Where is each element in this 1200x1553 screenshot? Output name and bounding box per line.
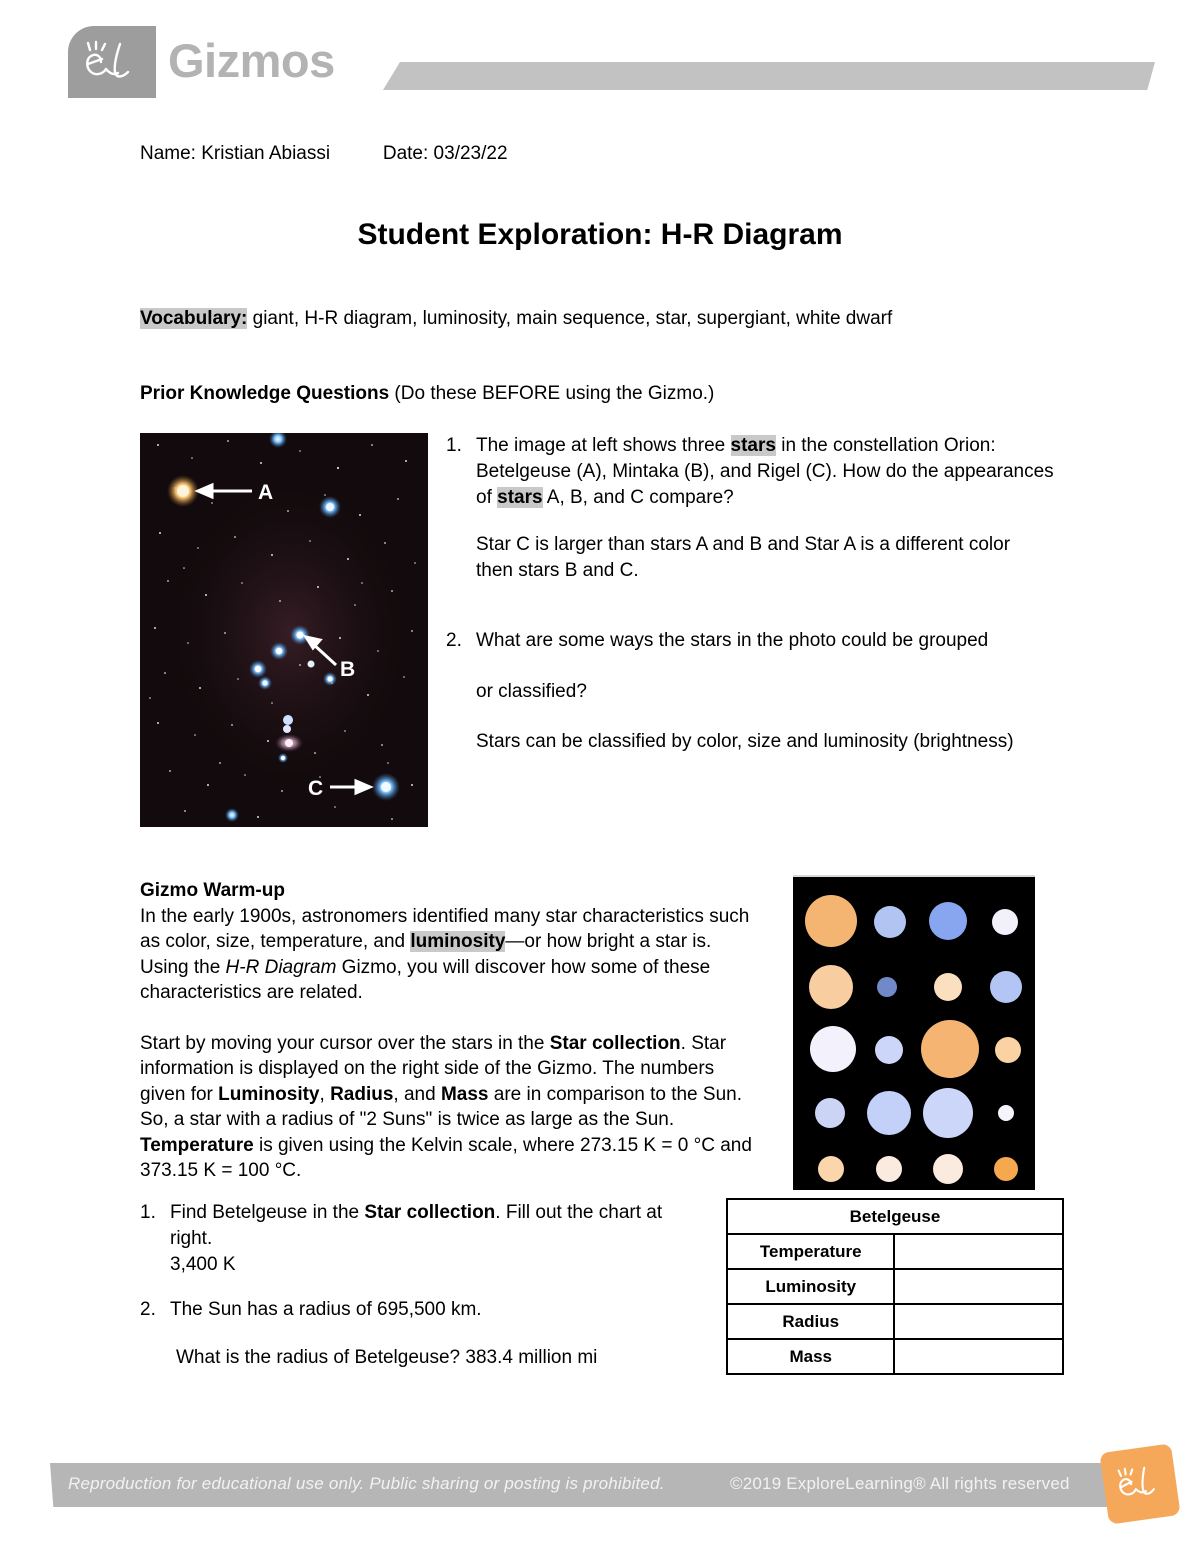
star-collection-star[interactable]: [867, 1091, 911, 1135]
star-collection-star[interactable]: [809, 965, 853, 1009]
warmup-bold-mass: Mass: [440, 1083, 489, 1105]
table-cell-label: Luminosity: [727, 1269, 894, 1304]
b1-bold-star-collection: Star collection: [364, 1202, 496, 1223]
star-collection-star[interactable]: [998, 1105, 1014, 1121]
table-row: [727, 1304, 1063, 1339]
q1-text-a: The image at left shows three: [476, 435, 731, 456]
prior-question-2-number: 2.: [446, 630, 462, 651]
prior-question-1-number: 1.: [446, 435, 462, 456]
orion-sky-svg: [140, 433, 428, 827]
star-collection-star[interactable]: [923, 1088, 973, 1138]
bottom-question-2-text: The Sun has a radius of 695,500 km.: [170, 1299, 482, 1320]
star-collection-star[interactable]: [992, 909, 1018, 935]
b1-text-b: . Fill out the chart at right.: [170, 1202, 663, 1249]
warmup-p2-e: are in comparison to the Sun. So, a star with a radius of "2 Suns" is twice as large as the Sun.: [140, 1083, 742, 1130]
star-collection-star[interactable]: [929, 902, 967, 940]
star-collection-star[interactable]: [994, 1157, 1018, 1181]
warmup-bold-luminosity: Luminosity: [218, 1083, 320, 1105]
gizmos-logo-tile: [68, 26, 156, 98]
warmup-highlight-luminosity: luminosity: [410, 931, 506, 952]
bottom-question-2-number: 2.: [140, 1299, 156, 1320]
table-row: [727, 1269, 1063, 1304]
star-collection-star[interactable]: [876, 1156, 902, 1182]
warmup-p2-b: . Star information is displayed on the right side of the Gizmo. The numbers given for: [140, 1032, 727, 1105]
star-collection-star[interactable]: [934, 973, 962, 1001]
gizmo-warmup-section: [140, 878, 760, 1184]
warmup-p2-a: Start by moving your cursor over the stars in the: [140, 1032, 550, 1054]
vocabulary-label: Vocabulary:: [140, 308, 248, 329]
q1-highlight-stars-1: stars: [730, 435, 776, 456]
star-collection-star[interactable]: [995, 1037, 1021, 1063]
star-collection-star[interactable]: [810, 1026, 856, 1072]
star-collection-star[interactable]: [990, 971, 1022, 1003]
prior-question-1-text: [476, 433, 1066, 511]
orion-label-a: A: [258, 481, 274, 504]
prior-question-2-text-line2: or classified?: [476, 681, 587, 702]
table-cell-label: Temperature: [727, 1234, 894, 1269]
table-cell-label: Mass: [727, 1339, 894, 1374]
gizmo-warmup-heading: Gizmo Warm-up: [140, 880, 285, 901]
el-script-logo-icon: [1107, 1450, 1173, 1516]
star-collection-star[interactable]: [933, 1154, 963, 1184]
q1-highlight-stars-2: stars: [497, 487, 543, 508]
gizmo-warmup-paragraph-1: [140, 904, 760, 1006]
table-cell-value[interactable]: [894, 1339, 1063, 1374]
prior-question-2-text: What are some ways the stars in the photo could be grouped: [476, 630, 989, 651]
warmup-p1-c: Gizmo, you will discover how some of these characteristics are related.: [140, 956, 711, 1003]
warmup-p1-b: —or how bright a star is. Using the: [140, 931, 712, 978]
header-accent-bar: [383, 62, 1155, 90]
bottom-question-1-text: [170, 1200, 680, 1278]
warmup-spacer: [140, 1006, 760, 1031]
star-collection-star[interactable]: [805, 895, 857, 947]
orion-label-b: B: [340, 658, 356, 681]
warmup-p2-d: , and: [393, 1083, 441, 1105]
prior-question-2-answer[interactable]: Stars can be classified by color, size and luminosity (brightness): [476, 731, 1014, 752]
prior-question-1-answer[interactable]: Star C is larger than stars A and B and Star A is a different color then stars B and C.: [476, 534, 1011, 581]
star-collection-star[interactable]: [877, 977, 897, 997]
q1-text-b: in the constellation Orion: Betelgeuse (A), Mintaka (B), and Rigel (C). How do the appearances of: [476, 435, 1054, 508]
star-collection-star[interactable]: [921, 1020, 979, 1078]
table-row: [727, 1339, 1063, 1374]
table-cell-value[interactable]: [894, 1269, 1063, 1304]
table-cell-value[interactable]: [894, 1234, 1063, 1269]
betelgeuse-data-table: [726, 1198, 1064, 1375]
orion-constellation-image: [140, 433, 428, 827]
star-collection-star[interactable]: [874, 906, 906, 938]
footer-copyright: ©2019 ExploreLearning® All rights reserved: [730, 1474, 1070, 1493]
warmup-bold-temperature: Temperature: [140, 1134, 254, 1156]
footer-reproduction-notice: Reproduction for educational use only. Public sharing or posting is prohibited.: [68, 1474, 665, 1493]
page-header: [0, 0, 1200, 120]
prior-knowledge-heading-bold: Prior Knowledge Questions: [140, 383, 390, 404]
star-collection-panel[interactable]: [793, 875, 1035, 1190]
betelgeuse-table-title: Betelgeuse: [727, 1199, 1063, 1234]
table-cell-value[interactable]: [894, 1304, 1063, 1339]
warmup-bold-radius: Radius: [330, 1083, 394, 1105]
warmup-p2-f: is given using the Kelvin scale, where 273.15 K = 0 °C and 373.15 K = 100 °C.: [140, 1134, 752, 1181]
star-collection-star[interactable]: [818, 1156, 844, 1182]
student-name-date-line: Name: Kristian Abiassi Date: 03/23/22: [140, 143, 508, 164]
prior-knowledge-heading-rest: (Do these BEFORE using the Gizmo.): [389, 383, 715, 404]
star-collection-star[interactable]: [875, 1036, 903, 1064]
vocabulary-terms: giant, H-R diagram, luminosity, main sequence, star, supergiant, white dwarf: [247, 308, 893, 329]
brand-name: Gizmos: [168, 34, 335, 87]
table-cell-label: Radius: [727, 1304, 894, 1339]
bottom-question-1-number: 1.: [140, 1202, 156, 1223]
el-script-logo-icon: [76, 34, 148, 90]
gizmo-warmup-paragraph-2: [140, 1031, 760, 1184]
q1-text-c: A, B, and C compare?: [542, 487, 734, 508]
orion-label-c: C: [308, 777, 324, 800]
warmup-p2-c: ,: [319, 1083, 331, 1105]
table-header-row: [727, 1199, 1063, 1234]
warmup-p1-a: In the early 1900s, astronomers identified many star characteristics such as color, size, temperature, and: [140, 905, 750, 952]
prior-knowledge-heading: [140, 381, 714, 407]
bottom-question-2-subquestion[interactable]: What is the radius of Betelgeuse? 383.4 million mi: [176, 1347, 598, 1368]
vocabulary-line: [140, 306, 892, 332]
page-title: Student Exploration: H-R Diagram: [357, 218, 843, 251]
star-collection-star[interactable]: [815, 1098, 845, 1128]
b1-text-a: Find Betelgeuse in the: [170, 1202, 365, 1223]
warmup-p1-italic: H-R Diagram: [225, 956, 337, 978]
footer-logo-tile: [1099, 1443, 1180, 1524]
warmup-bold-star-collection: Star collection: [549, 1032, 681, 1054]
bottom-question-1-answer[interactable]: 3,400 K: [170, 1254, 236, 1275]
table-row: [727, 1234, 1063, 1269]
